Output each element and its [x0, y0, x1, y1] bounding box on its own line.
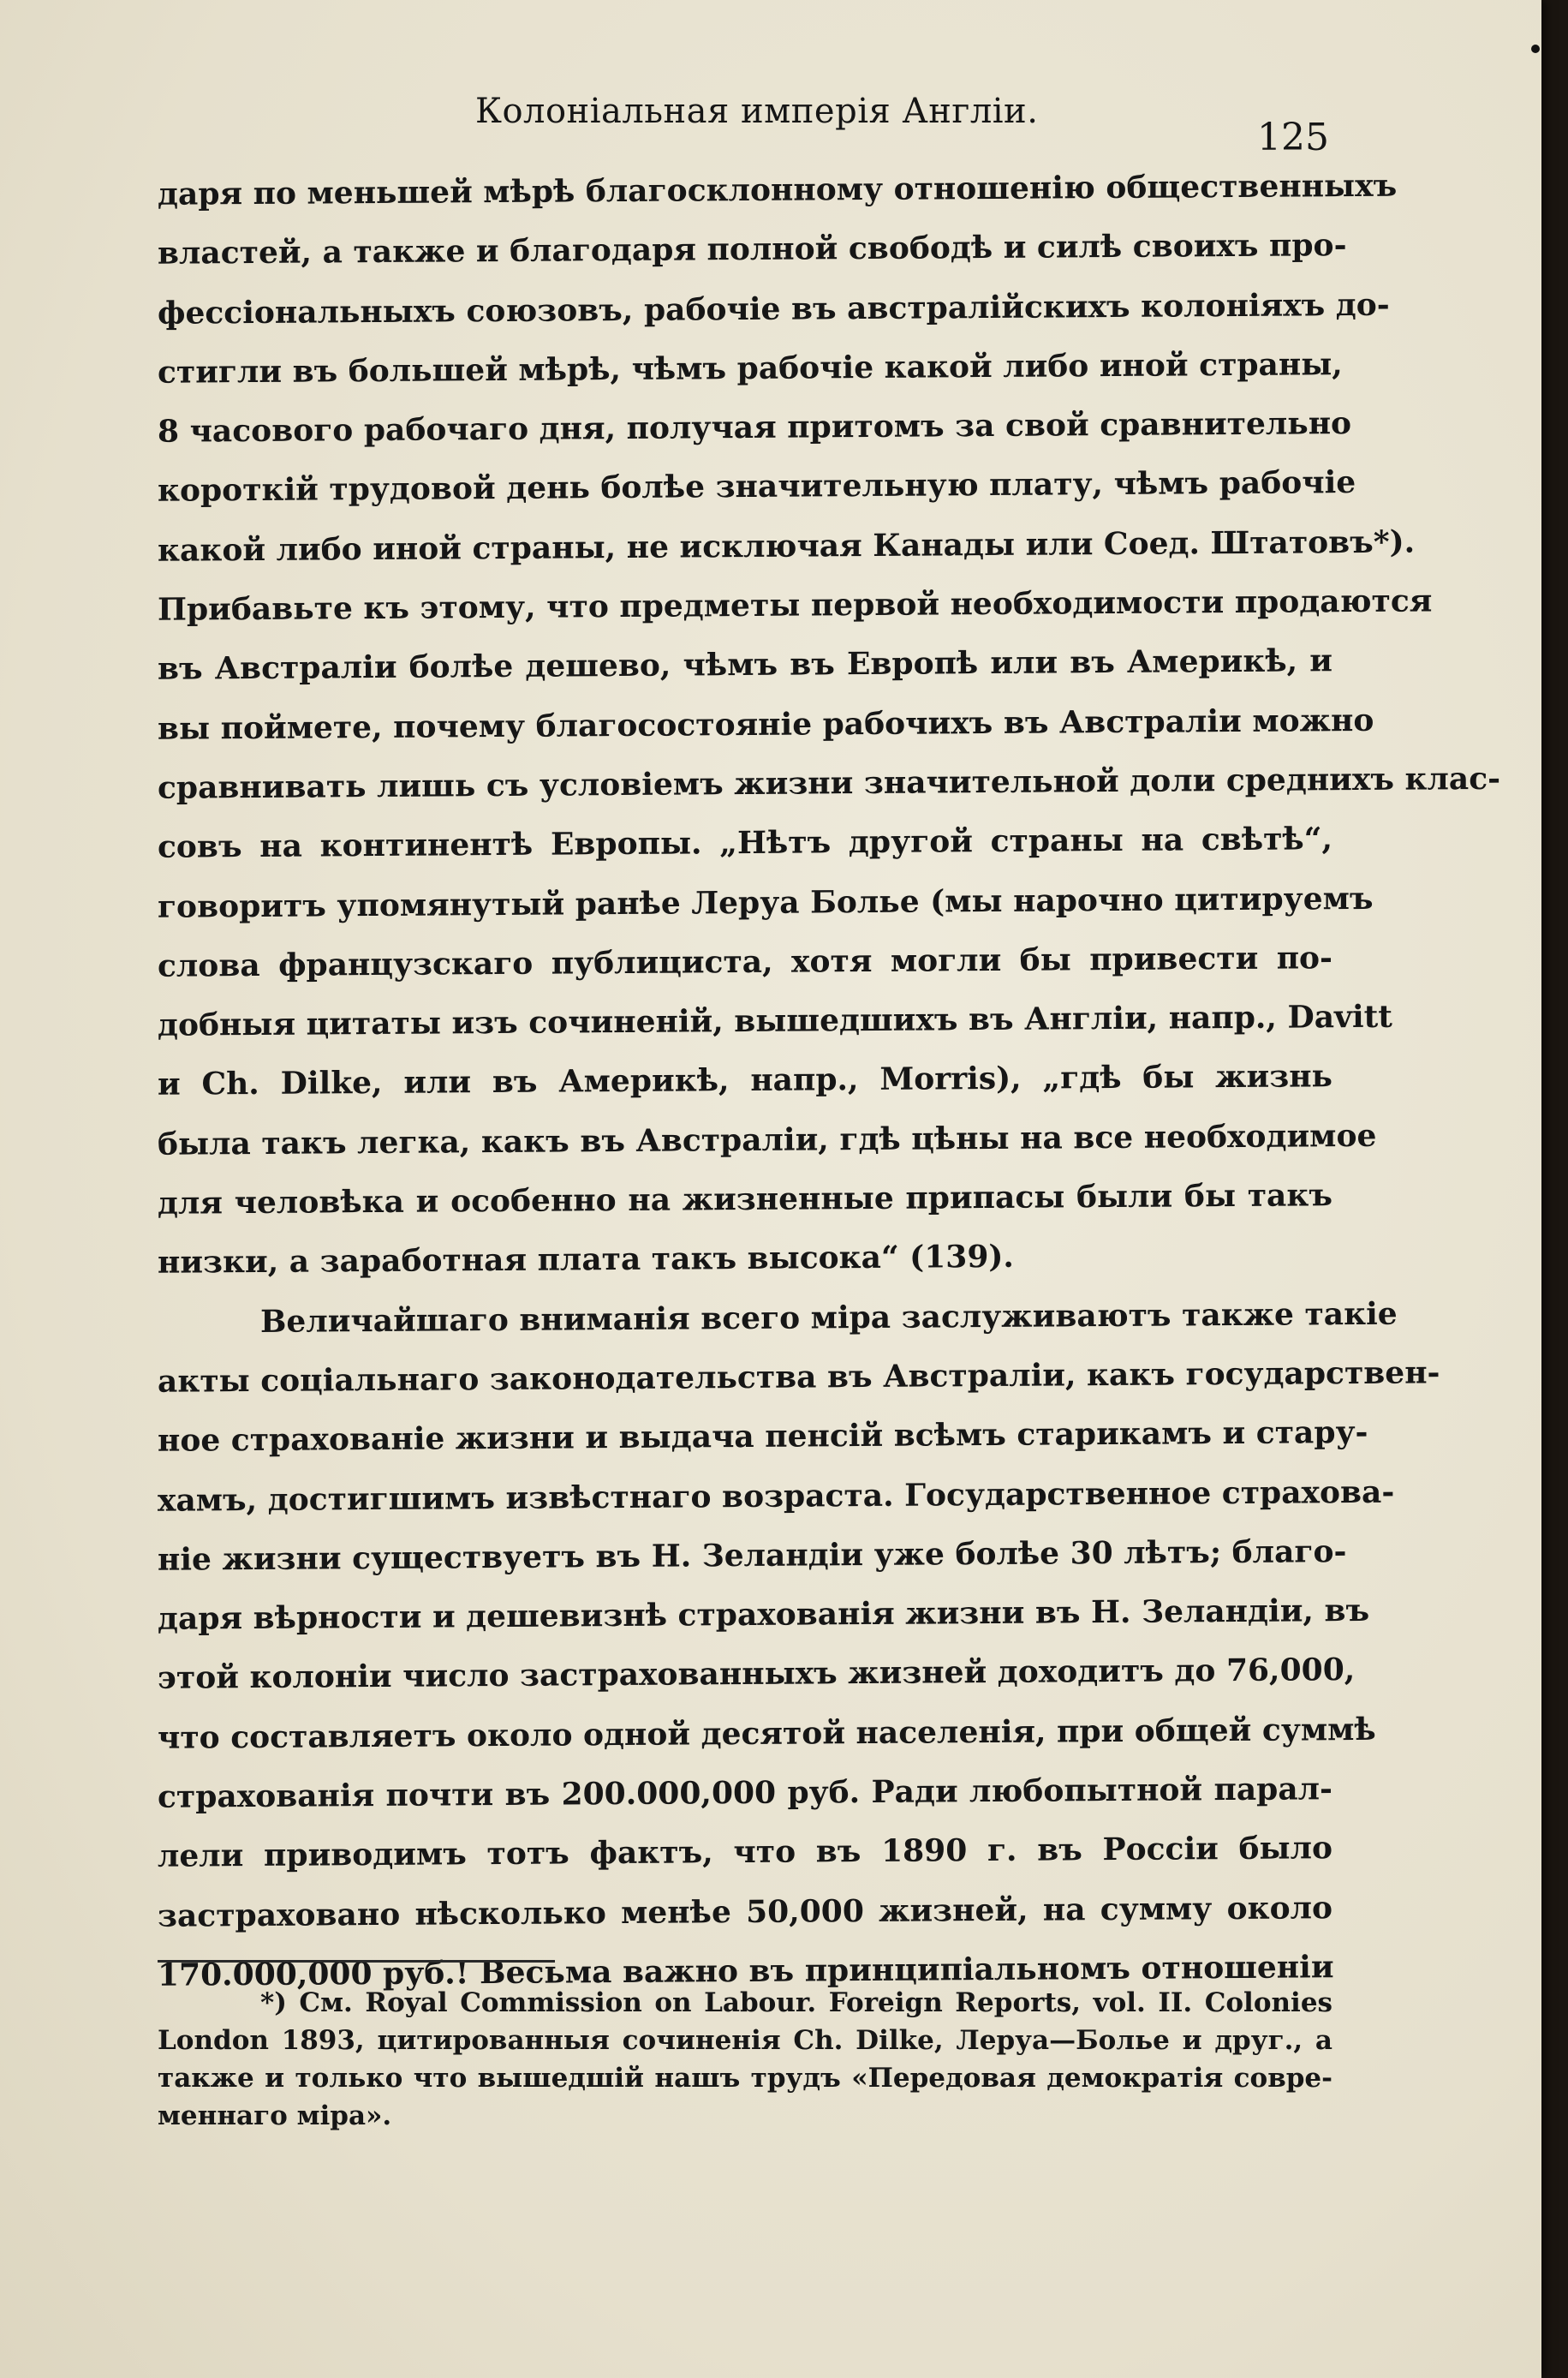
body-line: ное страхованіе жизни и выдача пенсій всѣмъ старикамъ и стару-: [158, 1414, 1368, 1460]
body-text: [158, 157, 1501, 2005]
page-number: 125: [1257, 116, 1329, 159]
body-line: что составляетъ около одной десятой населенія, при общей суммѣ: [158, 1711, 1376, 1756]
body-line: Прибавьте къ этому, что предметы первой необходимости продаются: [158, 583, 1433, 628]
footnote-line: London 1893, цитированныя сочиненія Ch. Dilke, Леруа—Болье и друг., а: [158, 2025, 1333, 2056]
page-header: [154, 81, 1336, 158]
body-line: говоритъ упомянутый ранѣе Леруа Болье (мы нарочно цитируемъ: [158, 880, 1374, 925]
body-line: была такъ легка, какъ въ Австраліи, гдѣ цѣны на все необходимое: [158, 1117, 1377, 1162]
footnote-line: *) См. Royal Commission on Labour. Foreign Reports, vol. II. Colonies: [260, 1987, 1333, 2018]
footnote-line: меннаго міра».: [158, 2100, 392, 2131]
running-title: Колоніальная имперія Англіи.: [475, 92, 1039, 131]
body-line: Величайшаго вниманія всего міра заслуживаютъ также такіе: [260, 1295, 1398, 1340]
footnote-rule: [158, 1960, 555, 1963]
body-line: 8 часового рабочаго дня, получая притомъ за свой сравнительно: [158, 405, 1352, 450]
body-line: слова французскаго публициста, хотя могли бы привести по-: [158, 940, 1333, 984]
body-line: вы поймете, почему благосостояніе рабочихъ въ Австраліи можно: [158, 702, 1374, 747]
body-line: какой либо иной страны, не исключая Канады или Соед. Штатовъ*).: [158, 523, 1416, 569]
footnote-line: также и только что вышедшій нашъ трудъ «Передовая демократія совре-: [158, 2063, 1333, 2094]
body-line: добныя цитаты изъ сочиненій, вышедшихъ въ Англіи, напр., Davitt: [158, 998, 1392, 1043]
body-line: стигли въ большей мѣрѣ, чѣмъ рабочіе какой либо иной страны,: [158, 346, 1343, 391]
body-line: страхованія почти въ 200.000,000 руб. Ради любопытной парал-: [158, 1771, 1333, 1815]
body-line: 170.000,000 руб.! Весьма важно въ принципіальномъ отношеніи: [158, 1949, 1334, 1993]
body-line: акты соціальнаго законодательства въ Австраліи, какъ государствен-: [158, 1354, 1440, 1400]
body-line: и Ch. Dilke, или въ Америкѣ, напр., Morris), „гдѣ бы жизнь: [158, 1058, 1333, 1103]
body-line: сравнивать лишь съ условіемъ жизни значительной доли среднихъ клас-: [158, 760, 1501, 806]
footnotes: [158, 1984, 1333, 2135]
body-line: лели приводимъ тотъ фактъ, что въ 1890 г. въ Россіи было: [158, 1830, 1333, 1875]
body-line: властей, а также и благодаря полной свободѣ и силѣ своихъ про-: [158, 227, 1347, 272]
body-line: для человѣка и особенно на жизненные припасы были бы такъ: [158, 1177, 1333, 1222]
body-line: въ Австраліи болѣе дешево, чѣмъ въ Европѣ или въ Америкѣ, и: [158, 642, 1333, 688]
body-line: хамъ, достигшимъ извѣстнаго возраста. Государственное страхова-: [158, 1473, 1395, 1519]
body-line: фессіональныхъ союзовъ, рабочіе въ австралійскихъ колоніяхъ до-: [158, 286, 1390, 332]
body-line: совъ на континентѣ Европы. „Нѣтъ другой страны на свѣтѣ“,: [158, 821, 1333, 866]
body-line: этой колоніи число застрахованныхъ жизней доходитъ до 76,000,: [158, 1652, 1356, 1697]
body-line: короткій трудовой день болѣе значительную плату, чѣмъ рабочіе: [158, 464, 1356, 510]
body-line: низки, а заработная плата такъ высока“ (139).: [158, 1239, 1014, 1282]
ink-speck: [1531, 45, 1540, 53]
body-line: даря по меньшей мѣрѣ благосклонному отношенію общественныхъ: [158, 167, 1398, 212]
body-line: ніе жизни существуетъ въ Н. Зеландіи уже болѣе 30 лѣтъ; благо-: [158, 1533, 1347, 1578]
body-line: даря вѣрности и дешевизнѣ страхованія жизни въ Н. Зеландіи, въ: [158, 1592, 1370, 1637]
body-line: застраховано нѣсколько менѣе 50,000 жизней, на сумму около: [158, 1889, 1333, 1934]
